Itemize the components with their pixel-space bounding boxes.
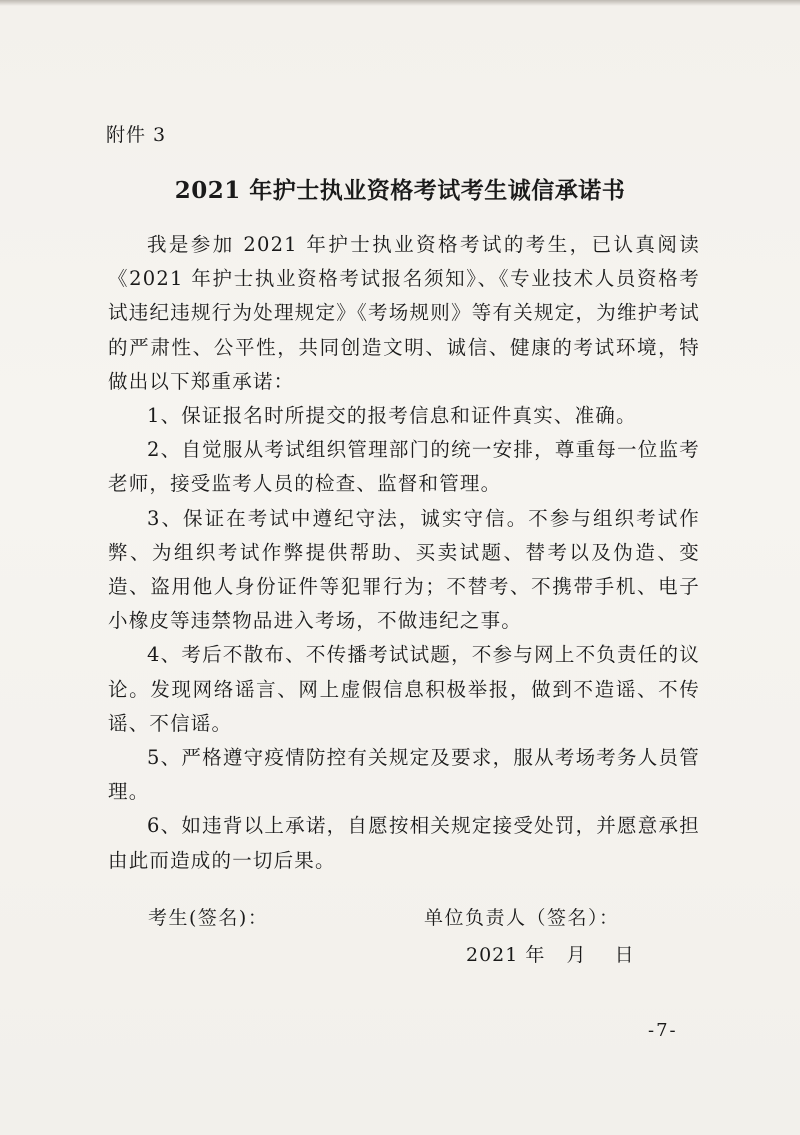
- attachment-label: 附件 3: [106, 124, 167, 146]
- paragraph-item-4: 4、考后不散布、不传播考试试题，不参与网上不负责任的议论。发现网络谣言、网上虚假信息积极举报，做到不造谣、不传谣、不信谣。: [108, 643, 700, 735]
- unit-signature-label: 单位负责人（签名）：: [424, 907, 620, 929]
- paragraph-item-2: 2、自觉服从考试组织管理部门的统一安排，尊重每一位监考老师，接受监考人员的检查、监督和管理。: [108, 438, 700, 496]
- paragraph-intro: 我是参加 2021 年护士执业资格考试的考生，已认真阅读《2021 年护士执业资格考试报名须知》、《专业技术人员资格考试违纪违规行为处理规定》《考场规则》等有关规定，为维护考试的严肃性、公平性，共同创造文明、诚信、健康的考试环境，特做出以下郑重承诺：: [108, 233, 700, 393]
- paragraph-item-5: 5、严格遵守疫情防控有关规定及要求，服从考场考务人员管理。: [108, 746, 700, 804]
- paragraph-item-1: 1、保证报名时所提交的报考信息和证件真实、准确。: [147, 404, 637, 428]
- page-number: -7-: [648, 1020, 678, 1041]
- date-line: 2021 年 月 日: [466, 944, 635, 966]
- document-body: [108, 228, 700, 878]
- paragraph-item-6: 6、如违背以上承诺，自愿按相关规定接受处罚，并愿意承担由此而造成的一切后果。: [108, 814, 700, 872]
- scan-edge: [0, 0, 800, 6]
- student-signature-label: 考生(签名)：: [148, 907, 269, 929]
- document-title: 2021 年护士执业资格考试考生诚信承诺书: [174, 177, 626, 204]
- paragraph-item-3: 3、保证在考试中遵纪守法，诚实守信。不参与组织考试作弊、为组织考试作弊提供帮助、买卖试题、替考以及伪造、变造、盗用他人身份证件等犯罪行为；不替考、不携带手机、电子小橡皮等违禁物品进入考场，不做违纪之事。: [108, 506, 700, 633]
